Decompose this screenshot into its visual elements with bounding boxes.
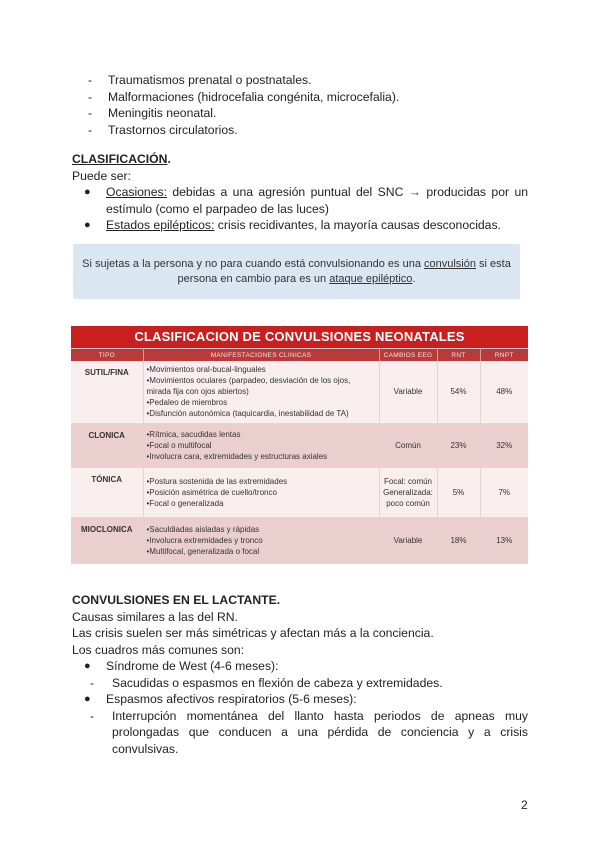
section-heading: CONVULSIONES EN EL LACTANTE. [72,593,281,607]
header-rnpt: RNPT [480,349,528,361]
table-row: SUTIL/FINA •Movimientos oral-bucal-linguales •Movimientos oculares (parpadeo, desviación de los ojos, mirada fija con ojos abiertos) •Pedaleo de miembros •Disfunción autonómica (taquicardia, inestabilidad de TA) Variable 54% 48% [71,361,528,423]
list-item: - Sacudidas o espasmos en flexión de cabeza y extremidades. [90,675,443,690]
list-item: ● Ocasiones: debidas a una agresión puntual del SNC → producidas por un estímulo (como el parpadeo de las luces) [84,185,528,216]
lactante-section: CONVULSIONES EN EL LACTANTE. Causas similares a las del RN. Las crisis suelen ser más simétricas y afectan más a la conciencia. Los cuadros más comunes son: ● Síndrome de West (4-6 meses): - Sacudidas o espasmos en flexión de cabeza y extremidades. ● Espasmos afectivos respiratorios (5-6 meses): - Interrupción momentánea del llanto hasta periodos de apneas muy prolongadas que conducen a una pérdida de conciencia y a crisis convulsivas. [72,593,528,756]
note-callout: Si sujetas a la persona y no para cuando está convulsionando es una convulsión si esta persona en cambio para es un ataque epiléptico. [73,244,520,299]
list-item: - Interrupción momentánea del llanto hasta periodos de apneas muy prolongadas que conducen a una pérdida de conciencia y a crisis convulsivas. [90,708,528,756]
cuadros-list [72,658,528,675]
section-intro: Puede ser: [72,168,131,183]
causes-list [88,72,399,138]
list-item: - Malformaciones (hidrocefalia congénita, microcefalia). [88,89,400,104]
table-header-row [71,349,528,361]
header-eeg: CAMBIOS EEG [379,349,437,361]
table-title: CLASIFICACION DE CONVULSIONES NEONATALES [71,326,528,349]
list-item: ● Síndrome de West (4-6 meses): [84,659,279,673]
header-manifestaciones: MANIFESTACIONES CLINICAS [143,349,379,361]
page-number: 2 [521,798,528,812]
table-row: CLONICA •Rítmica, sacudidas lentas •Focal o multifocal •Involucra cara, extremidades y estructuras axiales Común 23% 32% [71,423,528,467]
section-heading: CLASIFICACIÓN. [72,152,171,166]
list-item: - Meningitis neonatal. [88,106,217,120]
list-item: ● Estados epilépticos: crisis recidivantes, la mayoría causas desconocidas. [84,218,501,232]
list-item: ● Espasmos afectivos respiratorios (5-6 meses): [84,692,357,706]
table-row: TÓNICA •Postura sostenida de las extremidades •Posición asimétrica de cuello/tronco •Focal o generalizada Focal: común Generalizada: poco común 5% 7% [71,467,528,517]
header-tipo: TIPO [71,349,143,361]
clasificacion-section [72,151,528,234]
list-item: - Traumatismos prenatal o postnatales. [88,73,312,87]
table-row: MIOCLONICA •Saculdiadas aisladas y rápidas •Involucra extremidades y tronco •Multifocal, generalizada o focal Variable 18% 13% [71,517,528,563]
clasificacion-list [72,184,528,234]
header-rnt: RNT [437,349,480,361]
list-item: - Trastornos circulatorios. [88,122,238,137]
convulsiones-table [71,326,528,564]
